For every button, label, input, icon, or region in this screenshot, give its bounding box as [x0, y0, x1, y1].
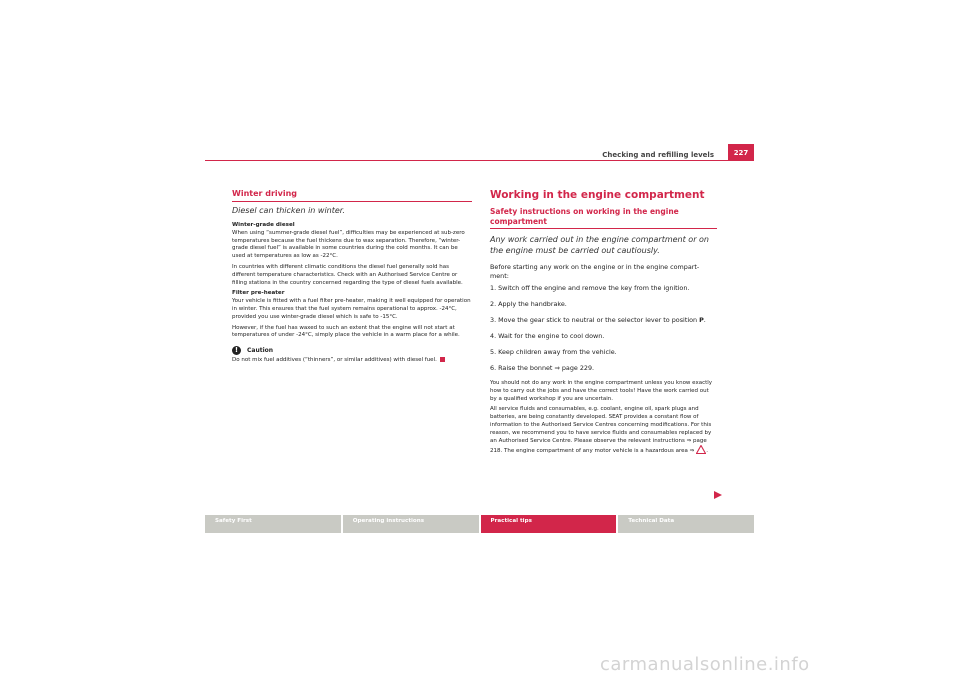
warning-triangle-icon	[696, 445, 709, 458]
heading-filter-pre-heater: Filter pre-heater	[232, 290, 285, 297]
page-number: 227	[728, 144, 754, 160]
right-column	[490, 189, 717, 461]
caution-text-body: Do not mix fuel additives (“thinners”, or similar additives) with diesel fuel.	[232, 357, 437, 364]
paragraph: You should not do any work in the engine compartment unless you know exactly how to carry out the jobs and have the correct tools! Have the work carried out by a qualified workshop if you are uncertain.	[490, 380, 713, 402]
caution-label: Caution	[247, 347, 274, 355]
footer-nav	[205, 515, 754, 533]
list-item	[490, 316, 717, 325]
header-rule	[205, 160, 754, 161]
page-header-title: Checking and refilling levels	[602, 151, 714, 159]
caution-icon: !	[232, 346, 241, 355]
intro-text: Before starting any work on the engine or in the engine compart-ment:	[490, 263, 700, 280]
end-of-section-icon	[440, 357, 445, 362]
watermark: carmanualsonline.info	[600, 654, 810, 675]
paragraph: However, if the fuel has waxed to such an extent that the engine will not start at temperatures of under -24°C, simply place the vehicle in a warm place for a while.	[232, 324, 460, 339]
subsection-lead: Any work carried out in the engine compartment or on the engine must be carried out cautiously.	[490, 235, 709, 255]
step-3-end: .	[703, 316, 706, 324]
paragraph: In countries with different climatic conditions the diesel fuel generally sold has different temperature characteristics. Check with an Authorised Service Centre or filling stations in the country concerned regarding the type of diesel fuels available.	[232, 263, 463, 286]
step-3-text: 3. Move the gear stick to neutral or the selector lever to position	[490, 316, 700, 324]
paragraph: When using “summer-grade diesel fuel”, difficulties may be experienced at sub-zero temperatures because the fuel thickens due to wax separation. Therefore, “winter-grade diesel fuel” is available in some countries during the cold months. It can be used at temperatures as low as -22°C.	[232, 229, 465, 260]
left-column	[232, 189, 472, 368]
position-p: P	[699, 316, 704, 324]
footer-tab-operating-instructions[interactable]: Operating instructions	[343, 515, 479, 533]
list-item: 6. Raise the bonnet ⇒ page 229.	[490, 364, 595, 372]
subsection-title: Safety instructions on working in the engine compartment	[490, 207, 717, 229]
footer-tab-technical-data[interactable]: Technical Data	[618, 515, 754, 533]
paragraph: Your vehicle is fitted with a fuel filter pre-heater, making it well equipped for operation in winter. This ensures that the fuel system remains operational to approx. -24°C, provided you use winter-grade diesel which is safe to -15°C.	[232, 298, 471, 320]
list-item: 2. Apply the handbrake.	[490, 300, 567, 308]
paragraph-end: .	[706, 448, 709, 455]
list-item: 1. Switch off the engine and remove the key from the ignition.	[490, 284, 690, 292]
caution-heading	[232, 346, 472, 355]
paragraph-body: All service fluids and consumables, e.g. coolant, engine oil, spark plugs and batteries, are being constantly developed. SEAT provides a constant flow of information to the Authorised Service Centres concerning modifications. For this reason, we recommend you to have service fluids and consumables replaced by an Authorised Service Centre. Please observe the relevant instructions ⇒ page 218. The engine compartment of any motor vehicle is a hazardous area ⇒	[490, 406, 712, 455]
section-title-winter-driving: Winter driving	[232, 189, 472, 202]
heading-winter-grade-diesel: Winter-grade diesel	[232, 222, 295, 228]
caution-text	[232, 357, 472, 365]
list-item: 5. Keep children away from the vehicle.	[490, 348, 617, 356]
paragraph	[490, 406, 717, 458]
footer-tab-practical-tips[interactable]: Practical tips	[481, 515, 617, 533]
main-title: Working in the engine compartment	[490, 189, 705, 201]
list-item: 4. Wait for the engine to cool down.	[490, 332, 605, 340]
continue-arrow-icon	[714, 484, 722, 503]
steps-list	[490, 284, 717, 373]
section-lead: Diesel can thicken in winter.	[232, 206, 345, 215]
footer-tab-safety-first[interactable]: Safety First	[205, 515, 341, 533]
